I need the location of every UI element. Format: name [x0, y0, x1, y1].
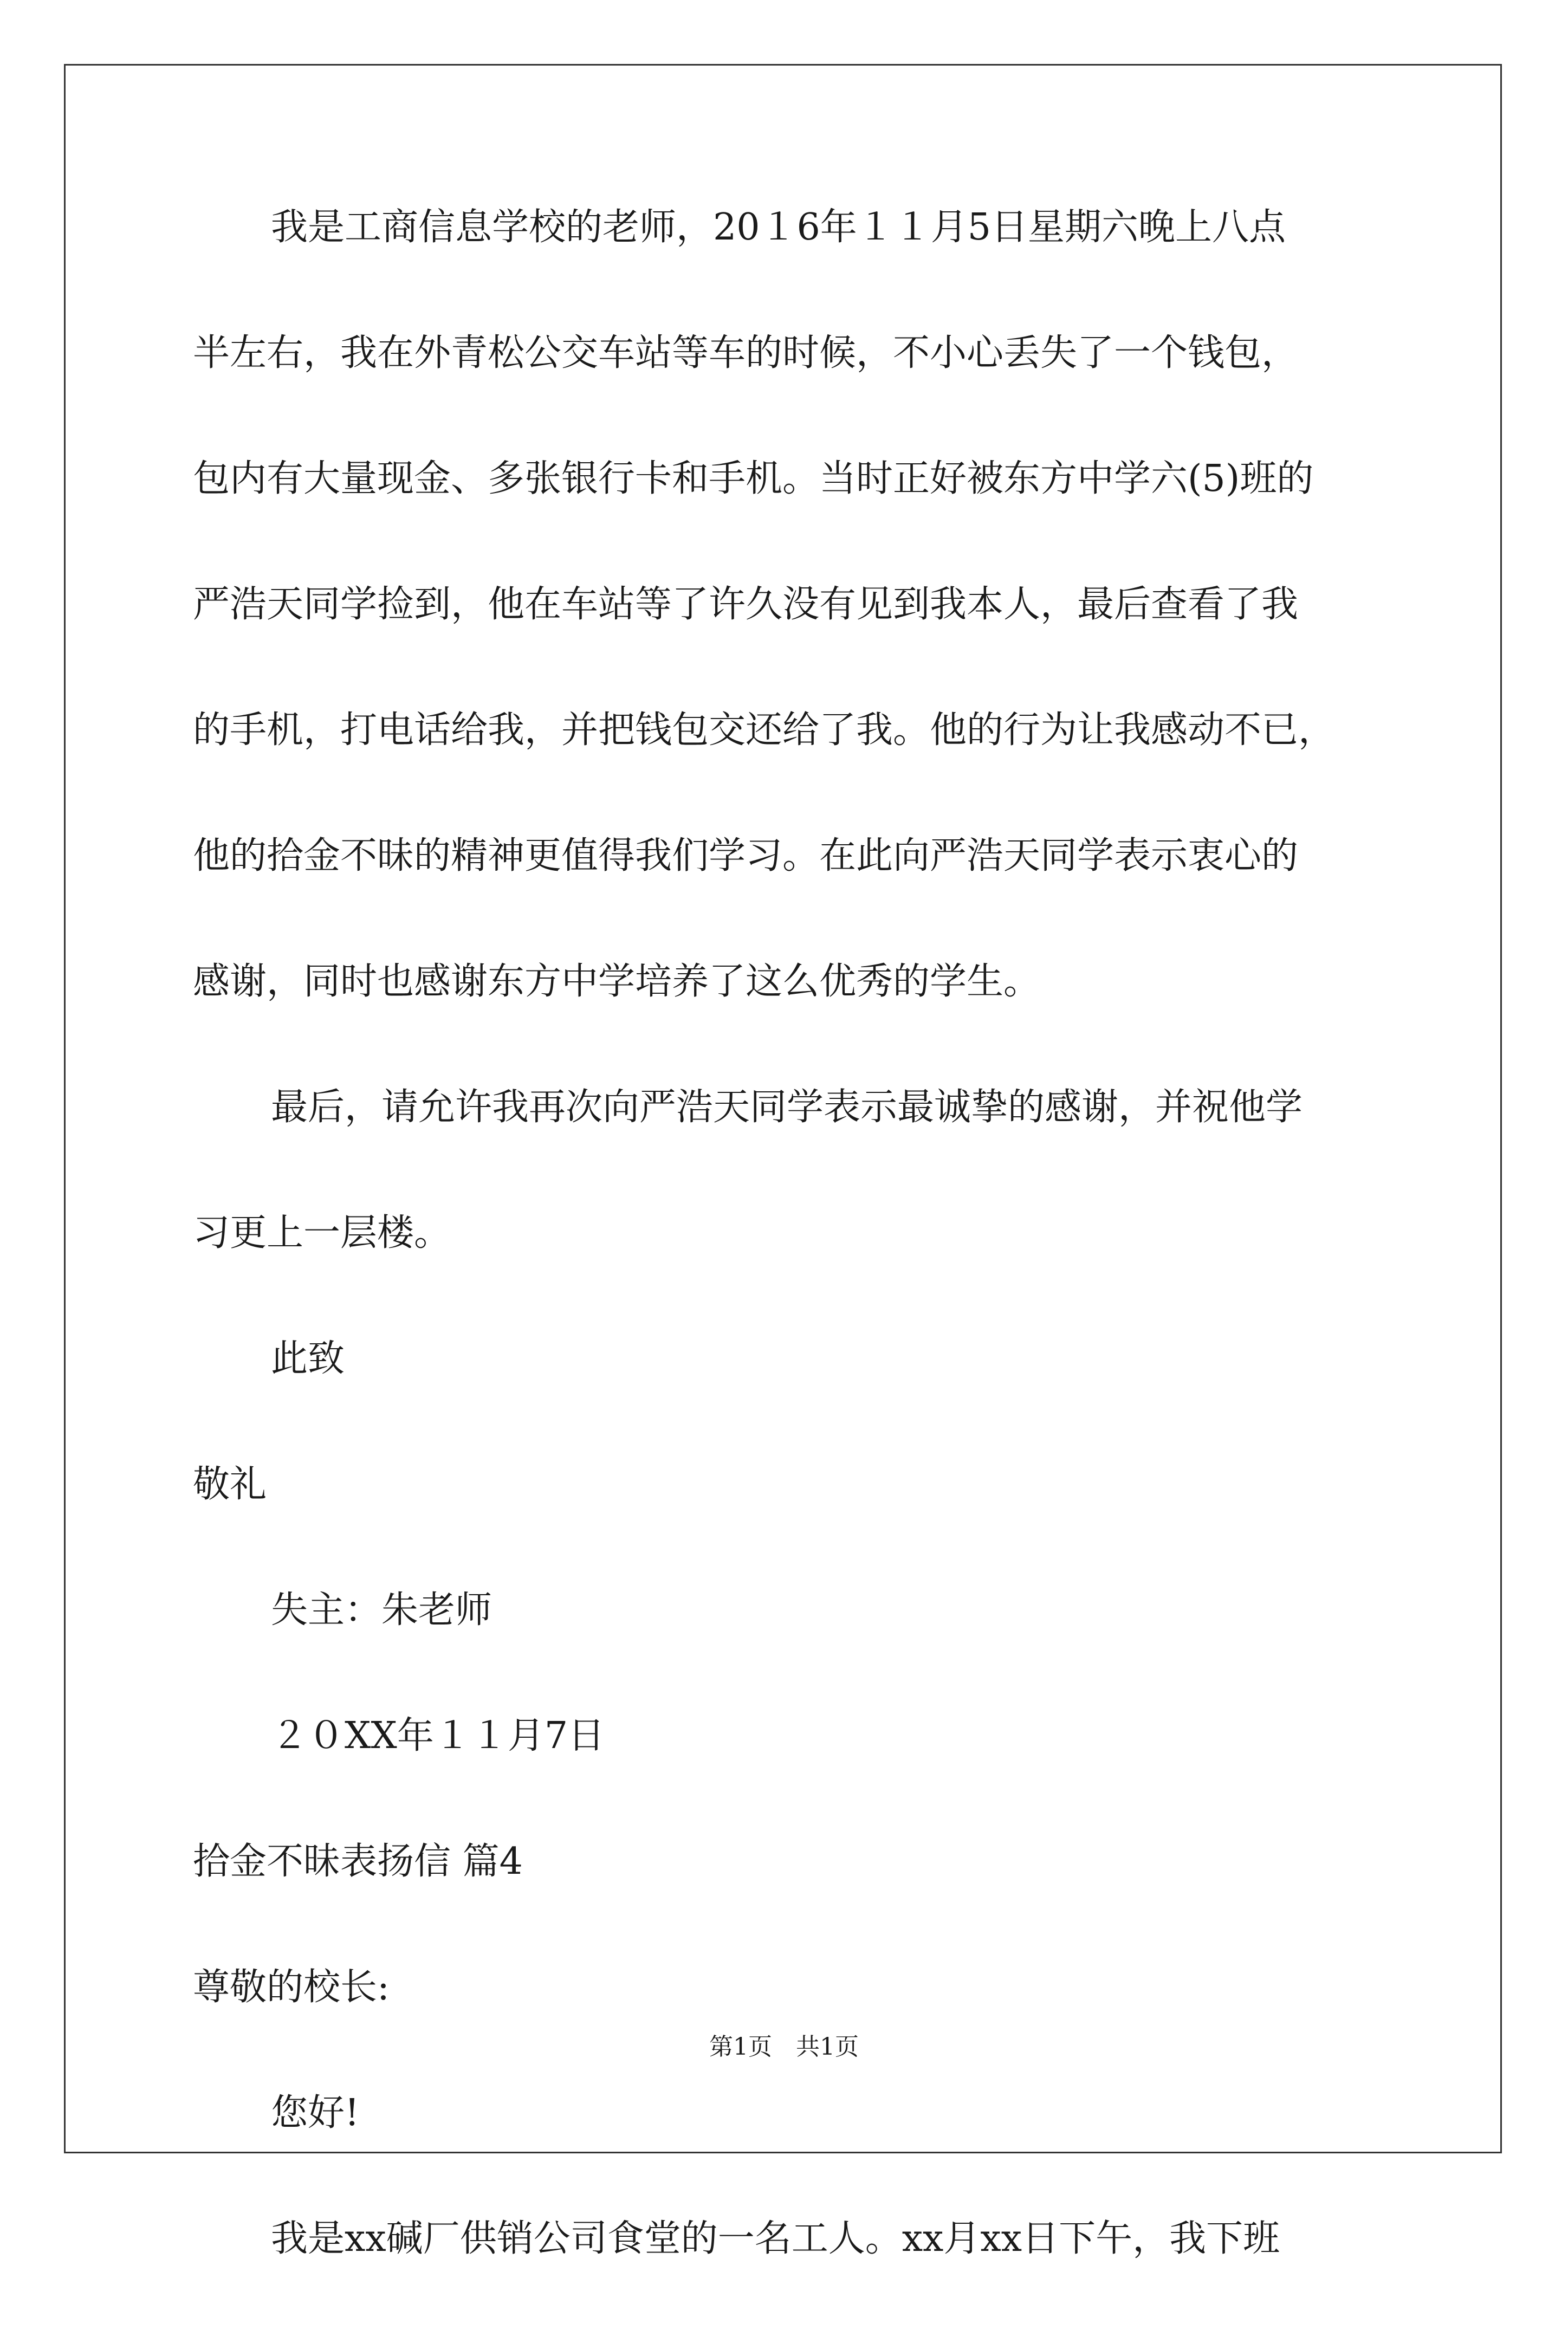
page-number-footer: 第1页 共1页 — [709, 2033, 859, 2061]
greeting: 您好! — [271, 2092, 360, 2134]
paragraph-line: 他的拾金不昧的精神更值得我们学习。在此向严浩天同学表示衷心的 — [193, 834, 1299, 877]
paragraph-line: 我是xx碱厂供销公司食堂的一名工人。xx月xx日下午，我下班 — [271, 2217, 1280, 2260]
paragraph-line: 我是工商信息学校的老师，20１6年１１月5日星期六晚上八点 — [271, 206, 1286, 249]
paragraph-line: 半左右，我在外青松公交车站等车的时候，不小心丢失了一个钱包， — [193, 332, 1299, 374]
signature: 失主：朱老师 — [271, 1589, 493, 1632]
paragraph-line: 严浩天同学捡到，他在车站等了许久没有见到我本人，最后查看了我 — [193, 583, 1299, 626]
greeting-recipient: 尊敬的校长: — [193, 1966, 390, 2009]
closing-salutation: 此致 — [271, 1337, 345, 1380]
closing-regards: 敬礼 — [193, 1463, 267, 1506]
paragraph-line: 最后，请允许我再次向严浩天同学表示最诚挚的感谢，并祝他学 — [271, 1086, 1303, 1129]
paragraph-line: 包内有大量现金、多张银行卡和手机。当时正好被东方中学六(5)班的 — [193, 457, 1314, 500]
document-body — [193, 206, 1385, 2343]
paragraph-line: 感谢，同时也感谢东方中学培养了这么优秀的学生。 — [193, 960, 1041, 1003]
paragraph-line: 习更上一层楼。 — [193, 1212, 451, 1254]
paragraph-line: 的手机，打电话给我，并把钱包交还给了我。他的行为让我感动不已， — [193, 709, 1336, 752]
section-heading: 拾金不昧表扬信 篇4 — [193, 1840, 523, 1883]
letter-date: ２０XX年１１月7日 — [271, 1714, 605, 1757]
